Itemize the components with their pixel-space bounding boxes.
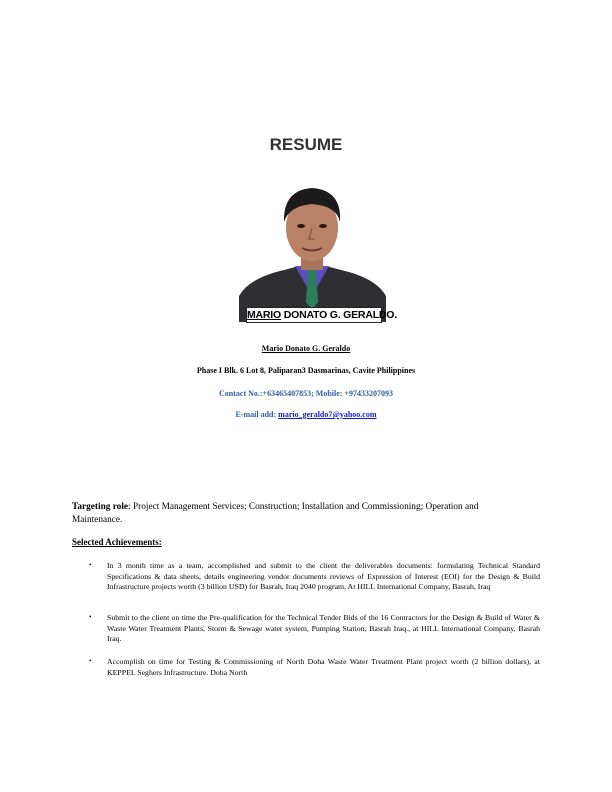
- resume-title: RESUME: [269, 135, 343, 154]
- candidate-name: Mario Donato G. Geraldo: [261, 344, 351, 353]
- achievement-item: Submit to the client on time the Pre-qualification for the Technical Tender Bids of the 16 Contractors for the Design & Build of Water & Waste Water Treatment Plants, Storm & Sewage water system, Pumping Station, Basrah Iraq., at HILL International Company, Basrah Iraq.: [107, 613, 540, 643]
- photo-caption: [246, 307, 397, 323]
- caption-first-name: MARIO: [247, 309, 281, 321]
- bullet-icon: •: [89, 613, 92, 621]
- candidate-address: Phase I Blk. 6 Lot 8, Paliparan3 Dasmarinas, Cavite Philippines: [196, 366, 416, 375]
- targeting-role-label: Targeting role: [72, 502, 129, 512]
- achievement-item: In 3 month time as a team, accomplished and submit to the client the deliverables documents: formulating Technical Standard Specifications & data sheets, details engineering vendor documents reviews of Expression of Interest (EOI) for the Design & Build Infrastructure projects worth (3 billion USD) for Basrah, Iraq 2040 program, At HILL International Company, Basrah, Iraq: [107, 561, 540, 591]
- profile-photo: [239, 178, 386, 322]
- email-link[interactable]: mario_geraldo7@yahoo.com: [278, 410, 377, 419]
- bullet-icon: •: [89, 561, 92, 569]
- achievements-heading: Selected Achievements:: [72, 537, 162, 547]
- targeting-role: [72, 501, 527, 526]
- contact-numbers: Contact No.:+63465407853; Mobile: +97433207093: [219, 389, 393, 398]
- bullet-icon: •: [89, 657, 92, 665]
- email-line: [0, 410, 612, 419]
- caption-rest-name: DONATO G. GERALDO.: [281, 309, 397, 321]
- targeting-role-text: : Project Management Services; Construction; Installation and Commissioning; Operation and Maintenance.: [72, 502, 479, 525]
- email-label: E-mail add:: [235, 410, 279, 419]
- achievement-item: Accomplish on time for Testing & Commissioning of North Doha Waste Water Treatment Plant project worth (2 billion dollars), at KEPPEL Seghers Infrastructure. Doha North: [107, 657, 540, 677]
